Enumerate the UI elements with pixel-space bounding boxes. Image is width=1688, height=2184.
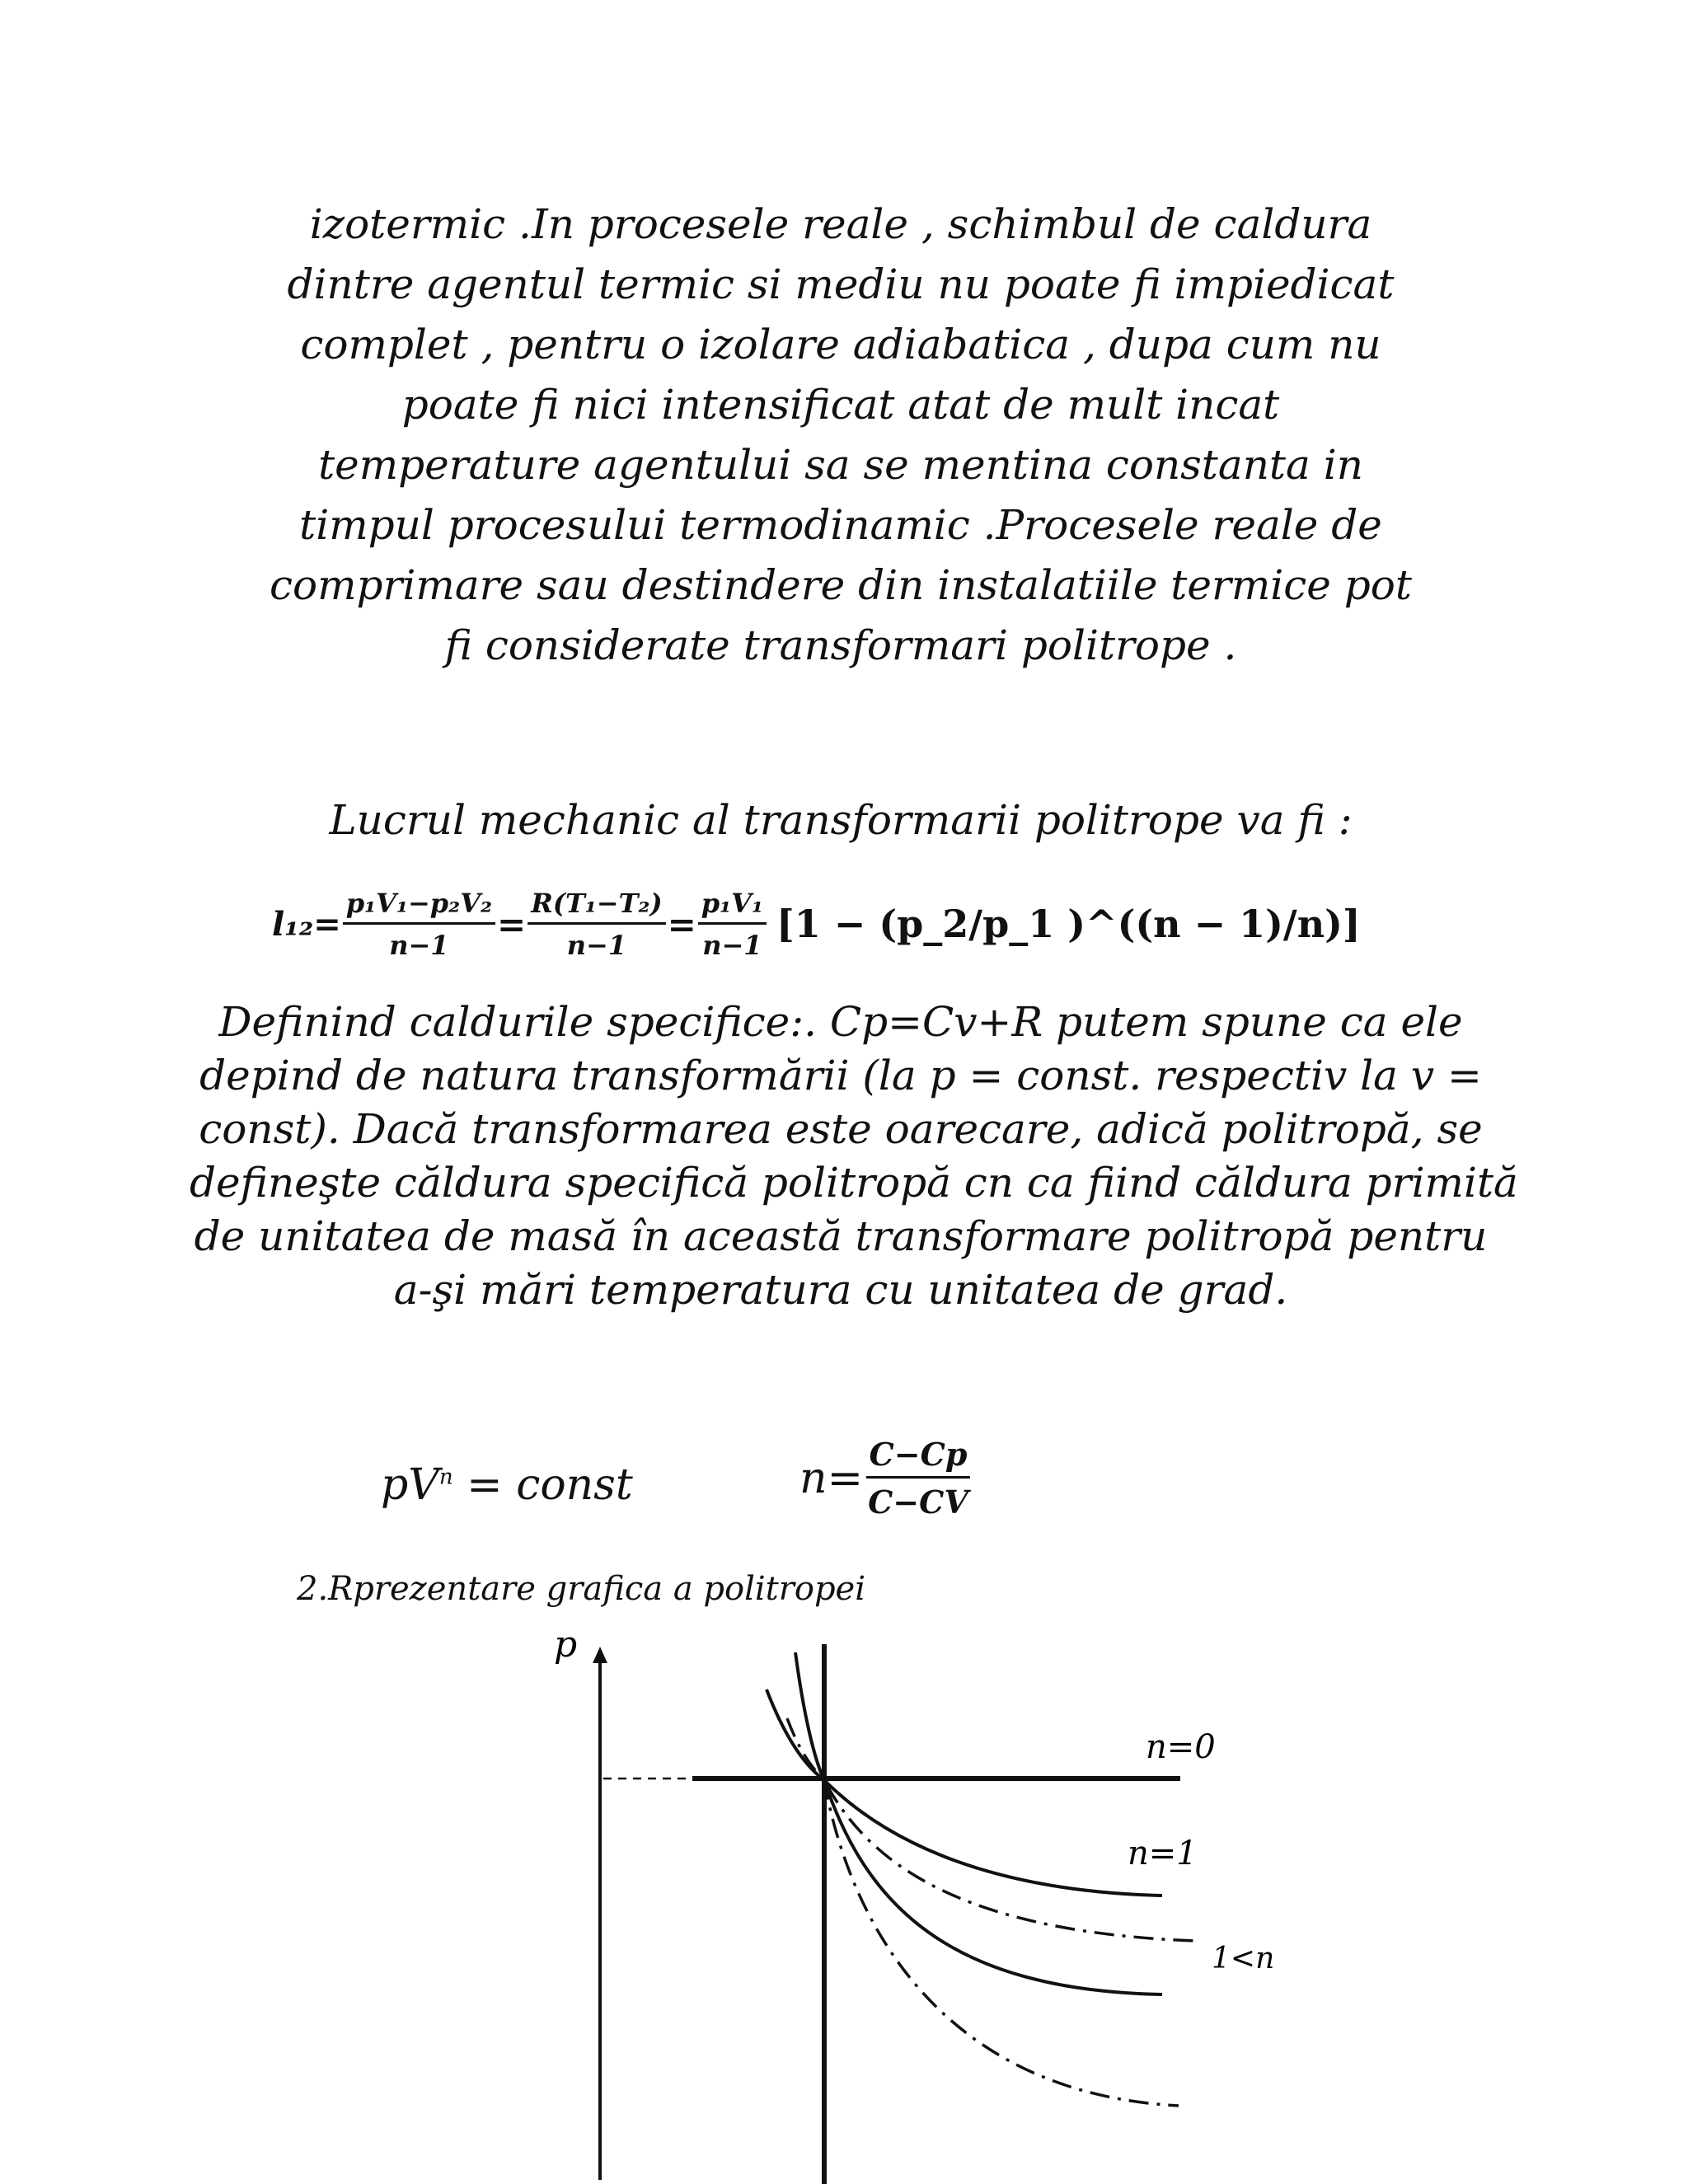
fraction-numerator: C−Cp [866, 1436, 971, 1479]
p-axis-arrow [593, 1647, 607, 1663]
text-line: complet , pentru o izolare adiabatica , dupa cum nu [300, 321, 1381, 368]
text-line: const). Dacă transformarea este oarecare, adică politropă, se [199, 1105, 1483, 1153]
text-line: a-şi mări temperatura cu unitatea de grad. [393, 1266, 1288, 1314]
formula-lhs: l₁₂= [272, 904, 341, 944]
graph-caption: 2.Rprezentare grafica a politropei [297, 1570, 866, 1608]
formula-bracket-term: [1 − (p_2/p_1 )^((n − 1)/n)] [776, 902, 1361, 946]
fraction-denominator: n−1 [702, 929, 762, 961]
text-line: poate fi nici intensificat atat de mult incat [401, 381, 1280, 429]
formula-lhs: n= [799, 1453, 864, 1503]
curve-steep [795, 1652, 1162, 1994]
text-line: Definind caldurile specifice:. Cp=Cv+R putem spune ca ele [218, 998, 1463, 1046]
label-n0: n=0 [1146, 1728, 1216, 1766]
label-n-greater-1: 1<n [1212, 1942, 1275, 1975]
text-line: timpul procesului termodinamic .Procesele reale de [299, 501, 1382, 549]
fraction-numerator: p₁V₁−p₂V₂ [343, 888, 495, 925]
label-n1: n=1 [1128, 1835, 1198, 1872]
curve-steep-dashdot [824, 1780, 1179, 2106]
text-line: de unitatea de masă în această transformare politropă pentru [194, 1212, 1488, 1260]
text-line: comprimare sau destindere din instalatiile termice pot [270, 561, 1412, 609]
equals-sign: = [497, 903, 527, 944]
heading-mechanical-work: Lucrul mechanic al transformarii politrope va fi : [329, 796, 1353, 844]
formula-exponent: n [438, 1465, 453, 1490]
fraction-denominator: C−CV [868, 1483, 968, 1521]
fraction-numerator: R(T₁−T₂) [528, 888, 665, 925]
formula-rest: = const [452, 1460, 633, 1510]
fraction-denominator: n−1 [566, 929, 627, 961]
text-line: dintre agentul termic si mediu nu poate fi impiedicat [287, 260, 1395, 308]
text-line: depind de natura transformării (la p = const. respectiv la v = [199, 1052, 1482, 1099]
formula-base: pV [381, 1460, 439, 1510]
text-line: temperature agentului sa se mentina constanta in [318, 441, 1363, 489]
text-line: izotermic .In procesele reale , schimbul de caldura [309, 200, 1372, 248]
text-line: fi considerate transformari politrope . [444, 621, 1237, 669]
text-line: defineşte căldura specifică politropă cn ca fiind căldura primită [190, 1159, 1518, 1207]
fraction-denominator: n−1 [389, 929, 449, 961]
equals-sign: = [667, 903, 696, 944]
curve-n-greater-1 [787, 1718, 1195, 1941]
fraction-numerator: p₁V₁ [698, 888, 767, 925]
p-axis-label: p [554, 1624, 578, 1666]
